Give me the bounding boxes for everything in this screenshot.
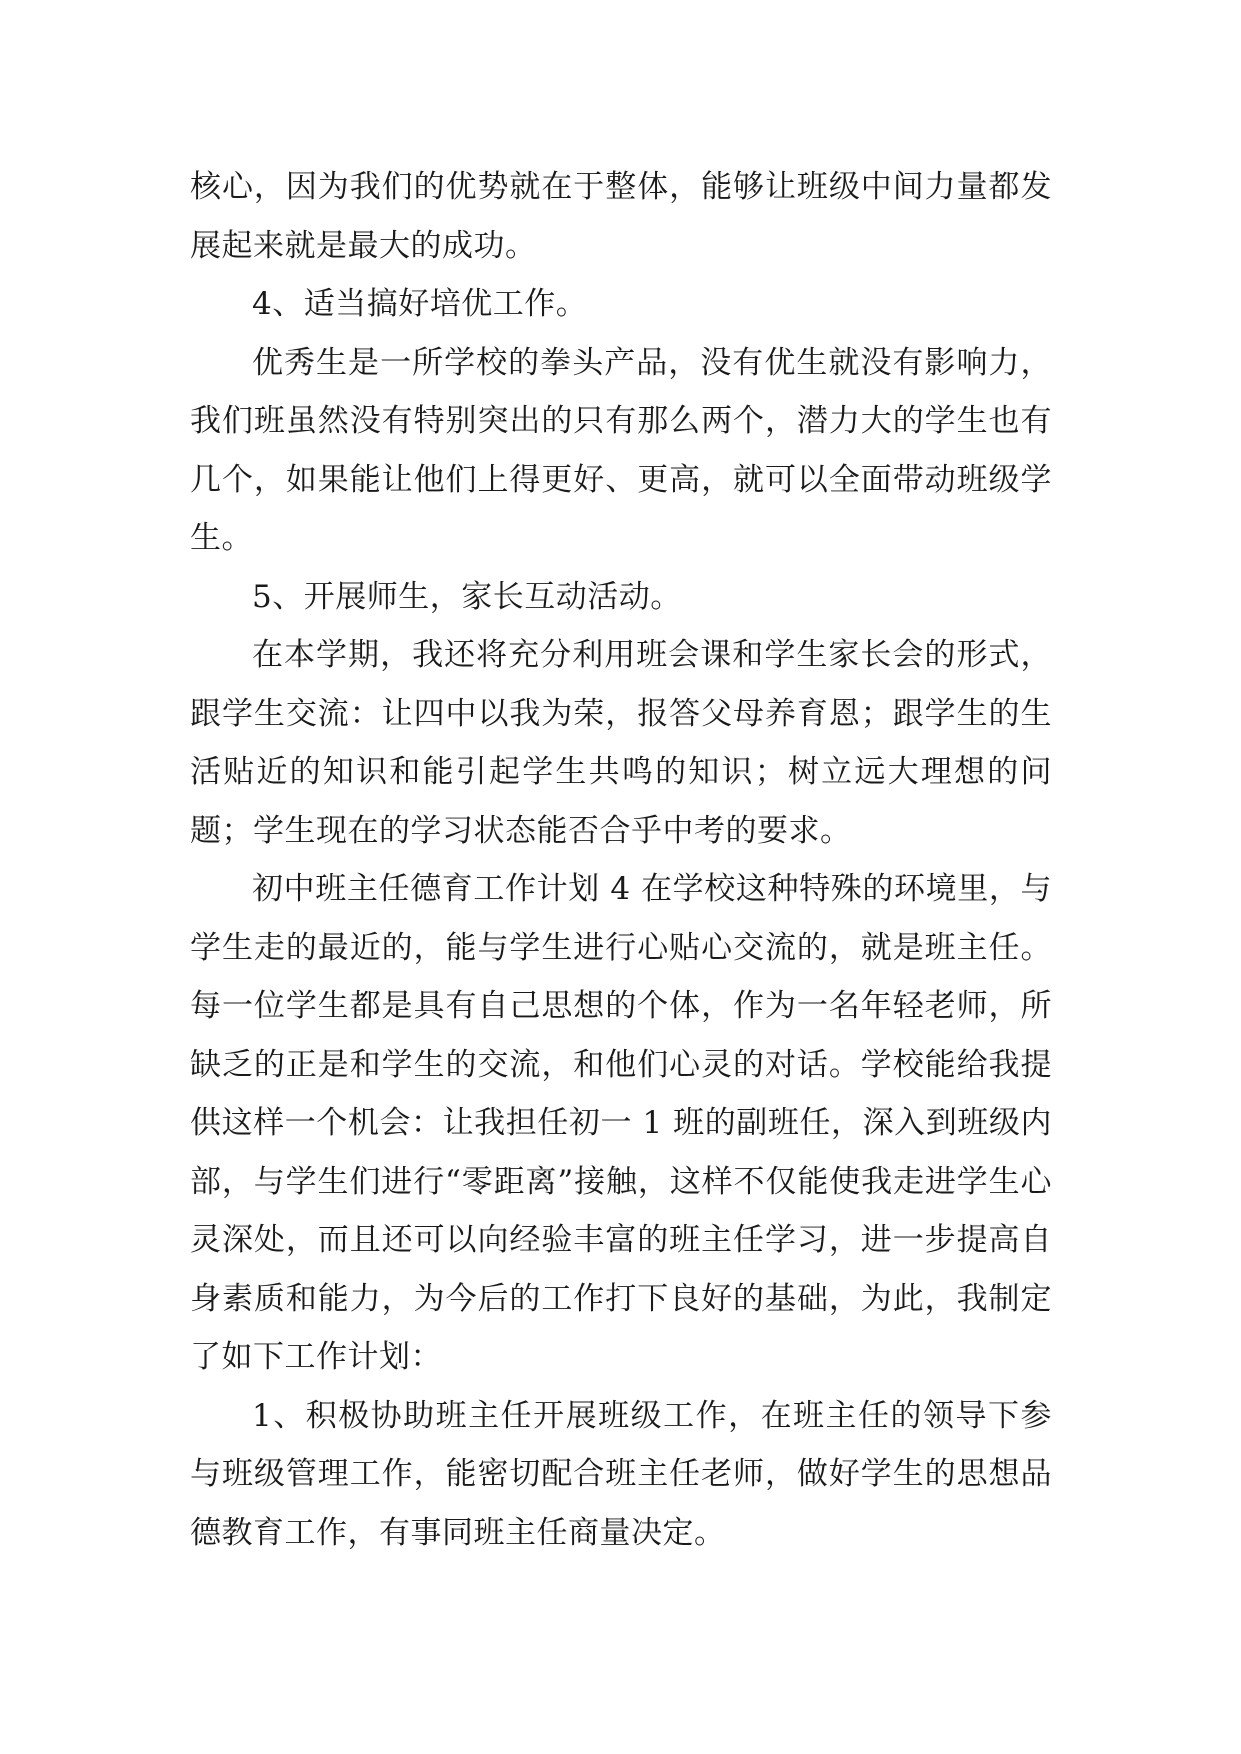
- paragraph-plan-4-intro: 初中班主任德育工作计划 4 在学校这种特殊的环境里，与学生走的最近的，能与学生进行心贴心交流的，就是班主任。每一位学生都是具有自己思想的个体，作为一名年轻老师，所缺乏的正是和学生的交流，和他们心灵的对话。学校能给我提供这样一个机会：让我担任初一 1 班的副班任，深入到班级内部，与学生们进行“零距离”接触，这样不仅能使我走进学生心灵深处，而且还可以向经验丰富的班主任学习，进一步提高自身素质和能力，为今后的工作打下良好的基础，为此，我制定了如下工作计划：: [190, 871, 1052, 1375]
- paragraph-item-1: 1、积极协助班主任开展班级工作，在班主任的领导下参与班级管理工作，能密切配合班主任老师，做好学生的思想品德教育工作，有事同班主任商量决定。: [190, 1397, 1052, 1551]
- document-body: [190, 158, 1052, 1562]
- paragraph-heading-4: 4、适当搞好培优工作。: [252, 286, 588, 322]
- paragraph-continuation: 核心，因为我们的优势就在于整体，能够让班级中间力量都发展起来就是最大的成功。: [190, 169, 1052, 264]
- paragraph-heading-5: 5、开展师生，家长互动活动。: [252, 578, 682, 615]
- paragraph-top-students: 优秀生是一所学校的拳头产品，没有优生就没有影响力，我们班虽然没有特别突出的只有那么两个，潜力大的学生也有几个，如果能让他们上得更好、更高，就可以全面带动班级学生。: [190, 344, 1052, 556]
- paragraph-communication: 在本学期，我还将充分利用班会课和学生家长会的形式，跟学生交流：让四中以我为荣，报答父母养育恩；跟学生的生活贴近的知识和能引起学生共鸣的知识；树立远大理想的问题；学生现在的学习状态能否合乎中考的要求。: [190, 637, 1052, 849]
